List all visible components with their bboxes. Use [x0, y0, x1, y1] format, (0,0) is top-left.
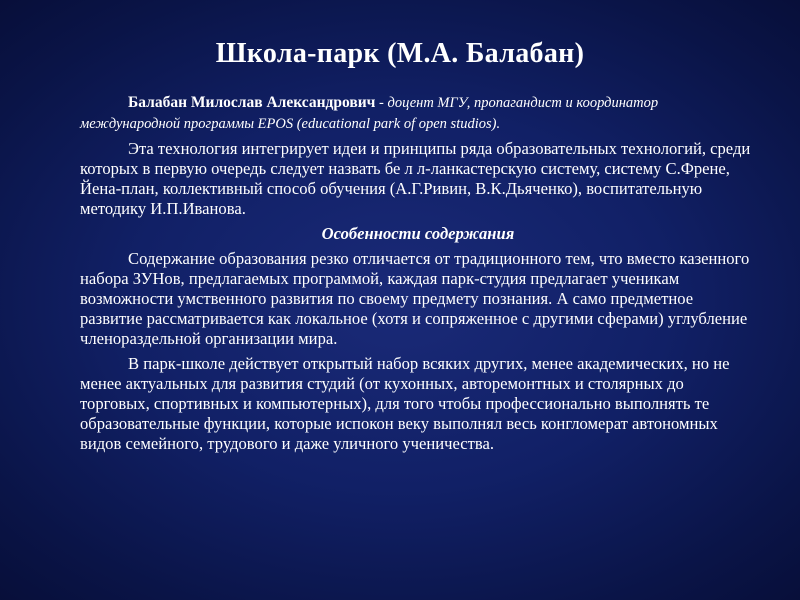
paragraph-content: Содержание образования резко отличается от традиционного тем, что вместо казенного набора ЗУНов, предлагаемых программой, каждая парк-студия предлагает ученикам возможности умственного развития по своему предмету познания. А само предметное развитие рассматривается как локальное (хотя и сопряженное с другими сферами) углубление членораздельной организации мира. — [80, 249, 750, 348]
author-paragraph — [80, 92, 756, 134]
slide-title: Школа-парк (М.А. Балабан) — [215, 38, 585, 69]
paragraph-technology: Эта технология интегрирует идеи и принципы ряда образовательных технологий, среди которых в первую очередь следует назвать бе л л-ланкастерскую систему, систему С.Френе, Йена-план, коллективный способ обучения (А.Г.Ривин, В.К.Дьяченко), воспитательную методику И.П.Иванова. — [80, 139, 751, 218]
author-name: Балабан Милослав Александрович — [128, 94, 376, 111]
author-separator: - — [375, 95, 388, 111]
slide-content — [80, 92, 756, 459]
paragraph-park-school: В парк-школе действует открытый набор всяких других, менее академических, но не менее актуальных для развития студий (от кухонных, авторемонтных и столярных до торговых, спортивных и компьютерных), для того чтобы профессионально выполнять те образовательные функции, которые испокон веку выполнял весь конгломерат автономных видов семейного, трудового и даже уличного ученичества. — [80, 354, 730, 453]
author-description: доцент МГУ, пропагандист и координатор международной программы EPOS (educational park of open studios). — [80, 95, 659, 132]
subheading-content-features: Особенности содержания — [321, 224, 515, 243]
